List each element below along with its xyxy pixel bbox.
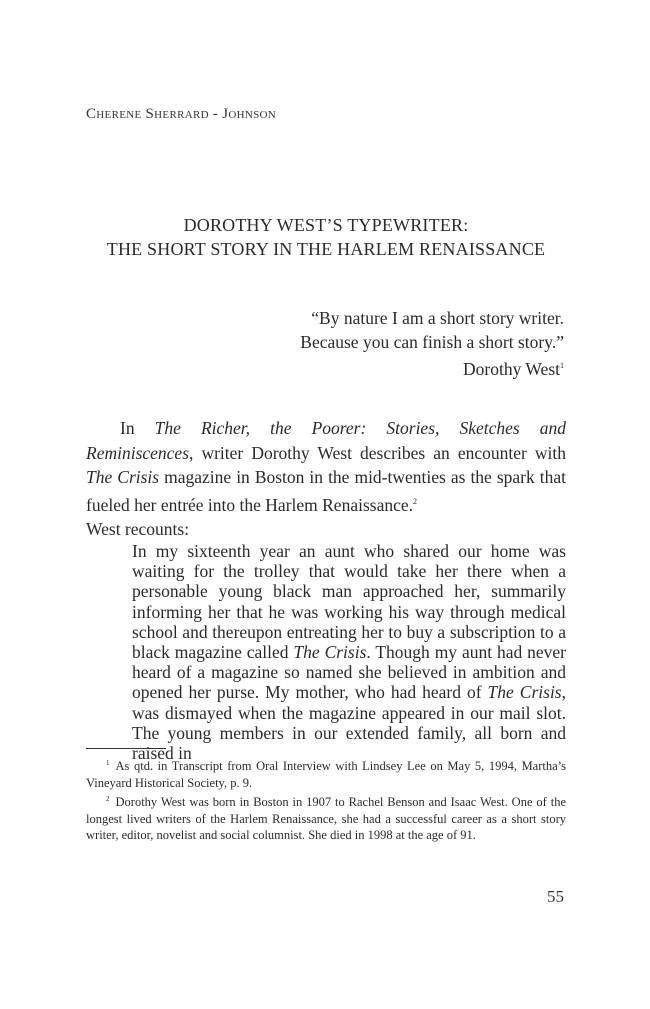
body-text	[86, 416, 566, 542]
body-paragraph-2: West recounts:	[86, 519, 190, 539]
body-text-run: In	[120, 418, 155, 438]
footnote-marker: 1	[106, 759, 110, 767]
quote-text-run: , was dismayed when the magazine appeared in our mail slot. The young members in our extended family, all born and raised in	[132, 682, 566, 764]
footnote-text: Dorothy West was born in Boston in 1907 to Rachel Benson and Isaac West. One of the longest lived writers of the Harlem Renaissance, she had a successful career as a short story writer, editor, novelist and social columnist. She died in 1998 at the age of 91.	[86, 795, 566, 842]
epigraph-author: Dorothy West	[463, 359, 560, 379]
chapter-title-line-2: THE SHORT STORY IN THE HARLEM RENAISSANCE	[106, 239, 546, 259]
body-text-run: magazine in Boston in the mid-twenties as the spark that fueled her entrée into the Harlem Renaissance.	[86, 467, 567, 515]
footnote-ref-2[interactable]: 2	[413, 496, 418, 506]
footnote-marker: 2	[106, 795, 110, 803]
body-text-run: , writer Dorothy West describes an encounter with	[189, 442, 566, 463]
epigraph	[300, 306, 564, 381]
quote-text-run: . Though my aunt had never heard of a magazine so named she believed in ambition and opened her purse. My mother, who had heard of	[132, 642, 567, 703]
body-paragraph-1	[86, 416, 566, 517]
book-title: The Richer, the Poorer: Stories, Sketches and Reminiscences	[86, 418, 567, 463]
block-quote	[132, 541, 566, 763]
quote-text-run: In my sixteenth year an aunt who shared our home was waiting for the trolley that would take her there when a personable young black man approached her, summarily informing her that he was working his way through medical school and thereupon entreating her to buy a subscription to a black magazine called	[132, 541, 566, 663]
epigraph-attribution	[300, 354, 564, 381]
magazine-title: The Crisis	[487, 682, 562, 703]
footnote-text: As qtd. in Transcript from Oral Interview with Lindsey Lee on May 5, 1994, Martha’s Vineyard Historical Society, p. 9.	[86, 759, 566, 790]
magazine-title: The Crisis	[293, 642, 367, 663]
chapter-title-line-1: DOROTHY WEST’S TYPEWRITER:	[183, 215, 469, 235]
magazine-title: The Crisis	[86, 467, 160, 487]
footnote-separator	[86, 748, 166, 749]
footnote-ref-1[interactable]: 1	[560, 361, 564, 370]
footnotes	[86, 755, 566, 844]
epigraph-line-1: “By nature I am a short story writer.	[311, 308, 564, 328]
running-header-author: Cherene Sherrard - Johnson	[86, 106, 277, 122]
footnote-1	[86, 755, 566, 791]
page-number: 55	[547, 887, 564, 906]
footnote-2	[86, 791, 566, 844]
epigraph-line-2: Because you can finish a short story.”	[300, 332, 564, 352]
